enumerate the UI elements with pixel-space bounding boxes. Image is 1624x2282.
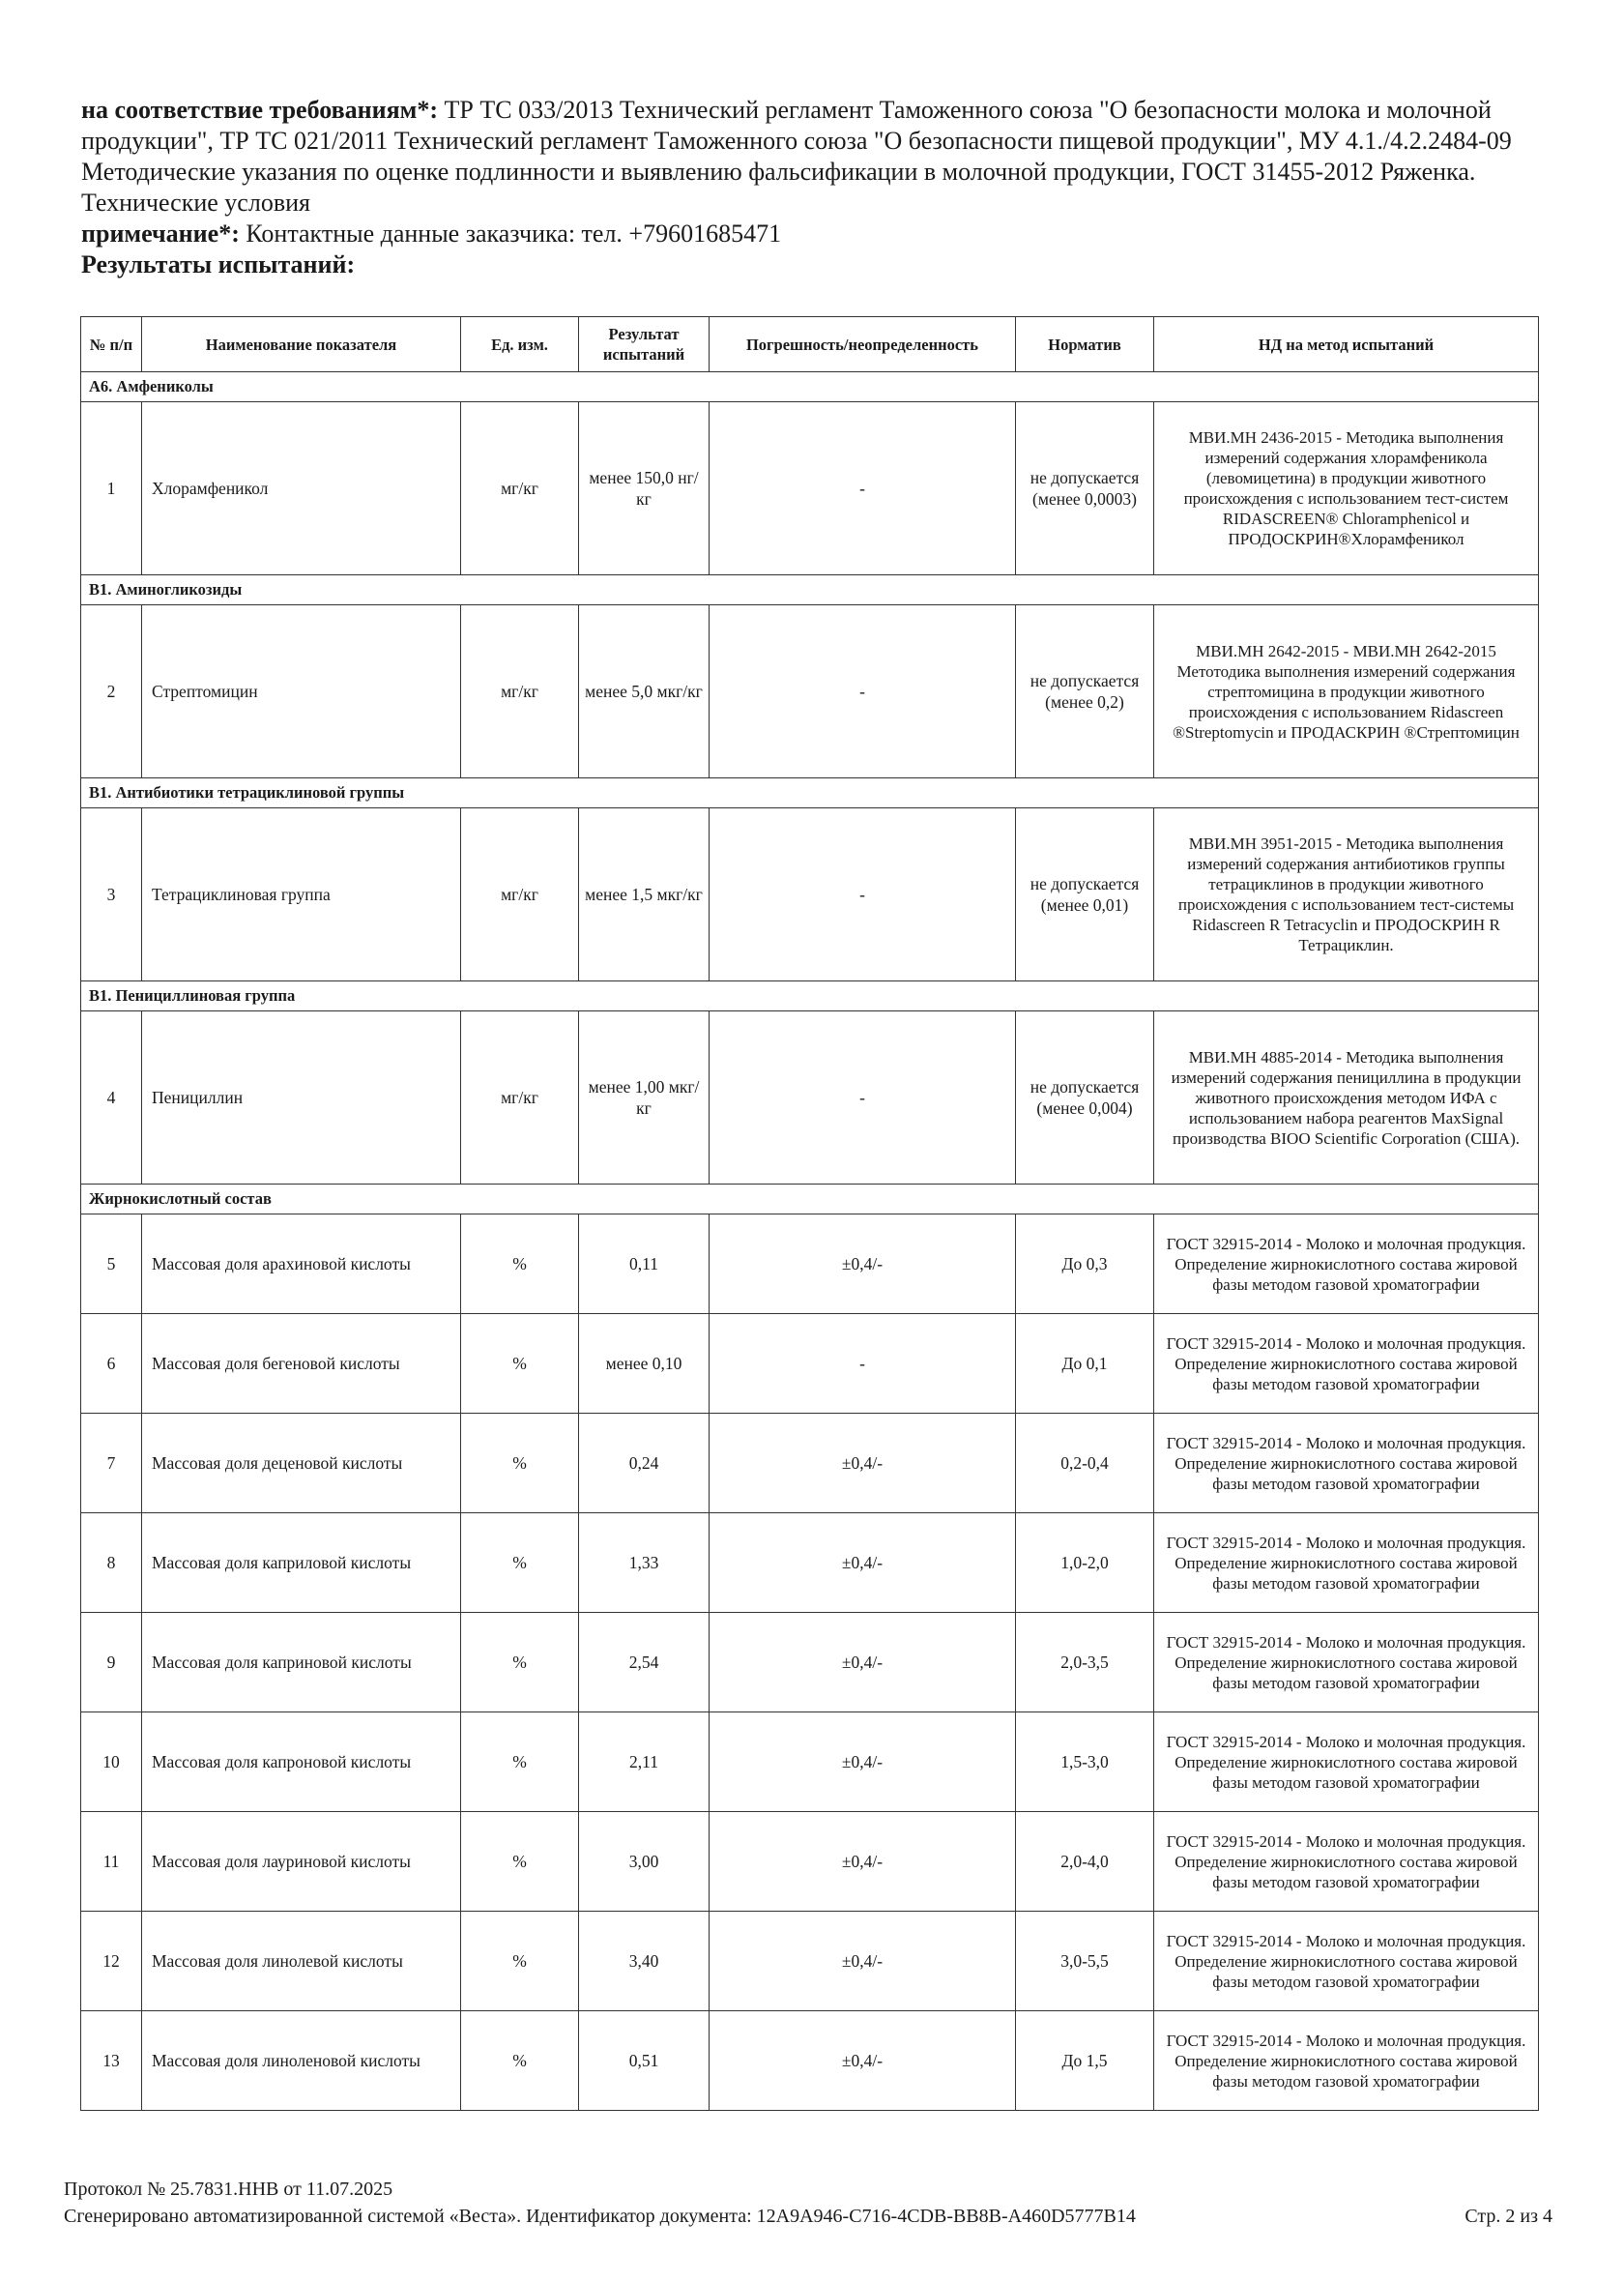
- generated-info: Сгенерировано автоматизированной системой «Веста». Идентификатор документа: 12A9A946-C716-4CDB-BB8B-A460D5777B14: [64, 2206, 1136, 2227]
- table-row: [81, 1613, 1539, 1712]
- cell-name: Стрептомицин: [142, 605, 461, 778]
- cell-method: ГОСТ 32915-2014 - Молоко и молочная продукция. Определение жирнокислотного состава жировой фазы методом газовой хроматографии: [1154, 1712, 1539, 1812]
- cell-uncertainty: -: [710, 402, 1016, 575]
- requirements-paragraph: [81, 95, 1560, 219]
- section-row: [81, 372, 1539, 402]
- cell-method: МВИ.МН 2642-2015 - МВИ.МН 2642-2015 Метотодика выполнения измерений содержания стрептомицина в продукции животного происхождения с использованием Ridascreen ®Streptomycin и ПРОДАСКРИН ®Стрептомицин: [1154, 605, 1539, 778]
- cell-norm: не допускается (менее 0,004): [1016, 1011, 1154, 1185]
- table-row: [81, 2011, 1539, 2111]
- cell-unit: %: [461, 1513, 579, 1613]
- cell-name: Массовая доля линолевой кислоты: [142, 1912, 461, 2011]
- cell-name: Массовая доля каприновой кислоты: [142, 1613, 461, 1712]
- section-title: В1. Антибиотики тетрациклиновой группы: [81, 778, 1539, 808]
- cell-unit: %: [461, 1314, 579, 1414]
- note-label: примечание*:: [81, 219, 240, 248]
- section-row: [81, 575, 1539, 605]
- cell-result: 3,00: [579, 1812, 710, 1912]
- page-number: Стр. 2 из 4: [1464, 2206, 1552, 2227]
- cell-norm: 3,0-5,5: [1016, 1912, 1154, 2011]
- header-method: НД на метод испытаний: [1154, 317, 1539, 372]
- cell-uncertainty: ±0,4/-: [710, 1812, 1016, 1912]
- cell-unit: %: [461, 1214, 579, 1314]
- cell-uncertainty: ±0,4/-: [710, 1513, 1016, 1613]
- section-title: Жирнокислотный состав: [81, 1185, 1539, 1214]
- cell-unit: мг/кг: [461, 605, 579, 778]
- table-row: [81, 1712, 1539, 1812]
- cell-norm: не допускается (менее 0,01): [1016, 808, 1154, 981]
- cell-unit: мг/кг: [461, 808, 579, 981]
- cell-uncertainty: ±0,4/-: [710, 1414, 1016, 1513]
- cell-norm: не допускается (менее 0,0003): [1016, 402, 1154, 575]
- cell-number: 8: [81, 1513, 142, 1613]
- cell-unit: %: [461, 1912, 579, 2011]
- cell-result: менее 5,0 мкг/кг: [579, 605, 710, 778]
- cell-result: менее 0,10: [579, 1314, 710, 1414]
- note-paragraph: [81, 219, 1560, 249]
- table-row: [81, 808, 1539, 981]
- cell-method: ГОСТ 32915-2014 - Молоко и молочная продукция. Определение жирнокислотного состава жировой фазы методом газовой хроматографии: [1154, 1214, 1539, 1314]
- requirements-text: ТР ТС 033/2013 Технический регламент Таможенного союза "О безопасности молока и молочной продукции", ТР ТС 021/2011 Технический регламент Таможенного союза "О безопасности пищевой продукции", МУ 4.1./4.2.2484-09 Методические указания по оценке подлинности и выявлению фальсификации в молочной продукции, ГОСТ 31455-2012 Ряженка. Технические условия: [81, 96, 1512, 217]
- cell-result: 0,51: [579, 2011, 710, 2111]
- cell-unit: %: [461, 2011, 579, 2111]
- cell-norm: До 1,5: [1016, 2011, 1154, 2111]
- intro-block: [81, 95, 1560, 280]
- cell-name: Массовая доля деценовой кислоты: [142, 1414, 461, 1513]
- cell-number: 7: [81, 1414, 142, 1513]
- cell-number: 4: [81, 1011, 142, 1185]
- results-heading-text: Результаты испытаний:: [81, 250, 356, 278]
- results-heading: [81, 249, 1560, 280]
- cell-number: 11: [81, 1812, 142, 1912]
- cell-result: менее 1,5 мкг/кг: [579, 808, 710, 981]
- cell-number: 2: [81, 605, 142, 778]
- cell-unit: мг/кг: [461, 402, 579, 575]
- cell-name: Массовая доля линоленовой кислоты: [142, 2011, 461, 2111]
- cell-method: МВИ.МН 4885-2014 - Методика выполнения измерений содержания пенициллина в продукции животного происхождения методом ИФА с использованием набора реагентов MaxSignal производства BIOO Scientific Corporation (США).: [1154, 1011, 1539, 1185]
- cell-norm: 1,0-2,0: [1016, 1513, 1154, 1613]
- section-title: В1. Аминогликозиды: [81, 575, 1539, 605]
- table-row: [81, 605, 1539, 778]
- table-row: [81, 1912, 1539, 2011]
- cell-method: МВИ.МН 3951-2015 - Методика выполнения измерений содержания антибиотиков группы тетрациклинов в продукции животного происхождения с использованием тест-системы Ridascreen R Tetracyclin и ПРОДОСКРИН R Тетрациклин.: [1154, 808, 1539, 981]
- section-row: [81, 981, 1539, 1011]
- cell-number: 5: [81, 1214, 142, 1314]
- cell-number: 1: [81, 402, 142, 575]
- cell-method: ГОСТ 32915-2014 - Молоко и молочная продукция. Определение жирнокислотного состава жировой фазы методом газовой хроматографии: [1154, 1912, 1539, 2011]
- header-norm: Норматив: [1016, 317, 1154, 372]
- cell-norm: 2,0-3,5: [1016, 1613, 1154, 1712]
- cell-result: 0,11: [579, 1214, 710, 1314]
- cell-uncertainty: ±0,4/-: [710, 1712, 1016, 1812]
- cell-method: ГОСТ 32915-2014 - Молоко и молочная продукция. Определение жирнокислотного состава жировой фазы методом газовой хроматографии: [1154, 1414, 1539, 1513]
- table-row: [81, 1513, 1539, 1613]
- requirements-label: на соответствие требованиям*:: [81, 96, 439, 124]
- cell-norm: 2,0-4,0: [1016, 1812, 1154, 1912]
- footer: [64, 2176, 1552, 2230]
- header-uncertainty: Погрешность/неопределенность: [710, 317, 1016, 372]
- cell-uncertainty: ±0,4/-: [710, 1214, 1016, 1314]
- cell-result: 1,33: [579, 1513, 710, 1613]
- cell-result: менее 150,0 нг/кг: [579, 402, 710, 575]
- table-row: [81, 1414, 1539, 1513]
- cell-name: Массовая доля бегеновой кислоты: [142, 1314, 461, 1414]
- cell-result: 3,40: [579, 1912, 710, 2011]
- cell-name: Массовая доля капроновой кислоты: [142, 1712, 461, 1812]
- cell-norm: не допускается (менее 0,2): [1016, 605, 1154, 778]
- cell-uncertainty: -: [710, 605, 1016, 778]
- cell-name: Пенициллин: [142, 1011, 461, 1185]
- table-header-row: [81, 317, 1539, 372]
- section-row: [81, 1185, 1539, 1214]
- note-text: Контактные данные заказчика: тел. +79601685471: [246, 219, 782, 248]
- section-row: [81, 778, 1539, 808]
- header-result: Результат испытаний: [579, 317, 710, 372]
- results-table: [80, 316, 1539, 2111]
- cell-unit: %: [461, 1812, 579, 1912]
- cell-uncertainty: ±0,4/-: [710, 1912, 1016, 2011]
- section-title: В1. Пенициллиновая группа: [81, 981, 1539, 1011]
- table-row: [81, 1812, 1539, 1912]
- cell-result: 2,11: [579, 1712, 710, 1812]
- cell-method: ГОСТ 32915-2014 - Молоко и молочная продукция. Определение жирнокислотного состава жировой фазы методом газовой хроматографии: [1154, 2011, 1539, 2111]
- cell-method: МВИ.МН 2436-2015 - Методика выполнения измерений содержания хлорамфеникола (левомицетина) в продукции животного происхождения с использованием тест-систем RIDASCREEN® Chloramphenicol и ПРОДОСКРИН®Хлорамфеникол: [1154, 402, 1539, 575]
- cell-number: 9: [81, 1613, 142, 1712]
- table-row: [81, 1214, 1539, 1314]
- cell-norm: До 0,1: [1016, 1314, 1154, 1414]
- cell-number: 3: [81, 808, 142, 981]
- cell-unit: %: [461, 1414, 579, 1513]
- cell-unit: %: [461, 1712, 579, 1812]
- cell-result: 2,54: [579, 1613, 710, 1712]
- header-unit: Ед. изм.: [461, 317, 579, 372]
- cell-method: ГОСТ 32915-2014 - Молоко и молочная продукция. Определение жирнокислотного состава жировой фазы методом газовой хроматографии: [1154, 1513, 1539, 1613]
- cell-name: Массовая доля каприловой кислоты: [142, 1513, 461, 1613]
- table-row: [81, 1314, 1539, 1414]
- cell-uncertainty: -: [710, 1011, 1016, 1185]
- cell-number: 13: [81, 2011, 142, 2111]
- cell-unit: мг/кг: [461, 1011, 579, 1185]
- cell-result: 0,24: [579, 1414, 710, 1513]
- cell-uncertainty: ±0,4/-: [710, 2011, 1016, 2111]
- cell-result: менее 1,00 мкг/кг: [579, 1011, 710, 1185]
- cell-name: Массовая доля лауриновой кислоты: [142, 1812, 461, 1912]
- cell-name: Массовая доля арахиновой кислоты: [142, 1214, 461, 1314]
- table-body: [81, 372, 1539, 2111]
- cell-uncertainty: -: [710, 808, 1016, 981]
- cell-unit: %: [461, 1613, 579, 1712]
- section-title: А6. Амфениколы: [81, 372, 1539, 402]
- cell-number: 12: [81, 1912, 142, 2011]
- cell-norm: До 0,3: [1016, 1214, 1154, 1314]
- cell-name: Тетрациклиновая группа: [142, 808, 461, 981]
- table-row: [81, 1011, 1539, 1185]
- cell-method: ГОСТ 32915-2014 - Молоко и молочная продукция. Определение жирнокислотного состава жировой фазы методом газовой хроматографии: [1154, 1812, 1539, 1912]
- header-name: Наименование показателя: [142, 317, 461, 372]
- cell-norm: 0,2-0,4: [1016, 1414, 1154, 1513]
- table-row: [81, 402, 1539, 575]
- cell-norm: 1,5-3,0: [1016, 1712, 1154, 1812]
- cell-name: Хлорамфеникол: [142, 402, 461, 575]
- cell-uncertainty: ±0,4/-: [710, 1613, 1016, 1712]
- cell-uncertainty: -: [710, 1314, 1016, 1414]
- cell-method: ГОСТ 32915-2014 - Молоко и молочная продукция. Определение жирнокислотного состава жировой фазы методом газовой хроматографии: [1154, 1613, 1539, 1712]
- header-number: № п/п: [81, 317, 142, 372]
- cell-method: ГОСТ 32915-2014 - Молоко и молочная продукция. Определение жирнокислотного состава жировой фазы методом газовой хроматографии: [1154, 1314, 1539, 1414]
- cell-number: 6: [81, 1314, 142, 1414]
- protocol-number: Протокол № 25.7831.ННВ от 11.07.2025: [64, 2179, 393, 2200]
- cell-number: 10: [81, 1712, 142, 1812]
